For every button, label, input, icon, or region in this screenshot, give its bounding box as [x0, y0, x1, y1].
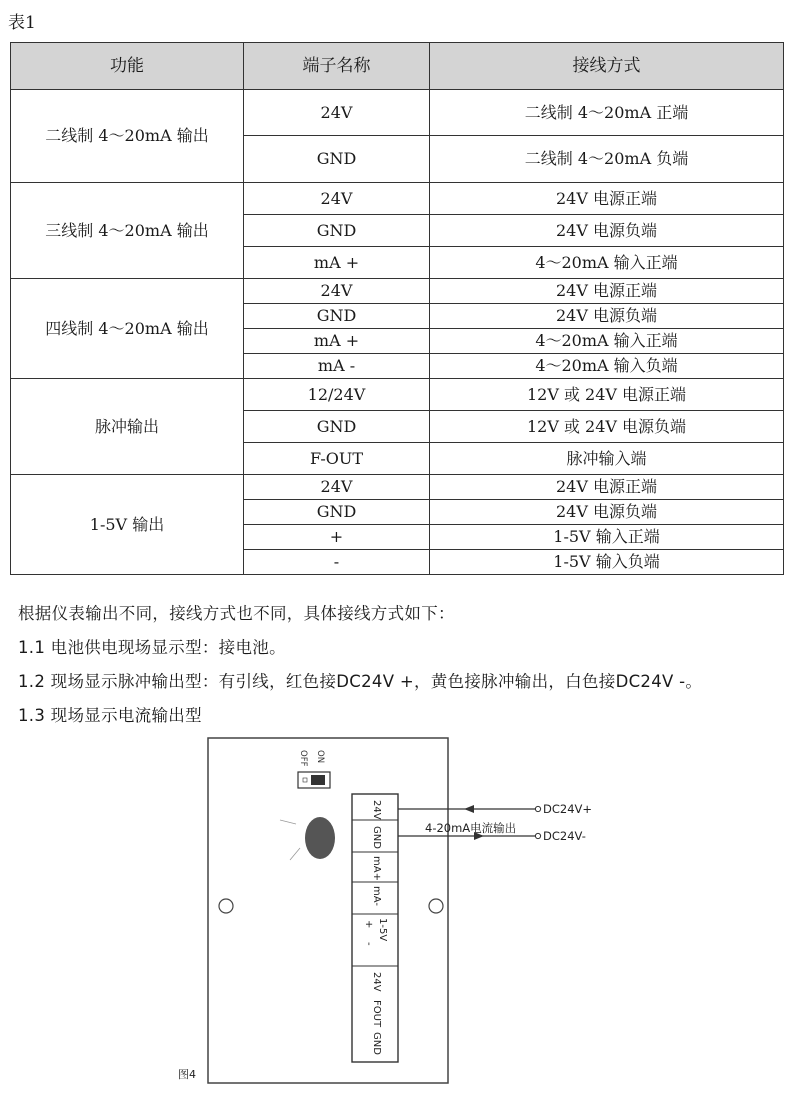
switch-off-label: OFF: [298, 750, 308, 767]
terminal-cell: mA -: [244, 354, 430, 379]
terminal-cell: mA +: [244, 247, 430, 279]
terminal-cell: GND: [244, 411, 430, 443]
table-header-row: [11, 43, 784, 90]
wiring-cell: 24V 电源负端: [430, 215, 784, 247]
wiring-cell: 12V 或 24V 电源正端: [430, 379, 784, 411]
header-function: 功能: [11, 43, 244, 90]
switch-on-label: ON: [315, 750, 325, 764]
wire-dc24v-pos: [398, 805, 541, 813]
terminal-label: -: [363, 942, 374, 946]
terminal-label: GND: [371, 826, 382, 849]
table-caption: 表1: [8, 13, 36, 33]
terminal-cell: GND: [244, 215, 430, 247]
function-cell: 脉冲输出: [11, 379, 244, 475]
terminal-cell: mA +: [244, 329, 430, 354]
terminal-cell: GND: [244, 136, 430, 183]
board-outline: [208, 738, 448, 1083]
wiring-cell: 24V 电源正端: [430, 279, 784, 304]
terminal-label: mA-: [371, 886, 382, 906]
terminal-label: GND: [371, 1032, 382, 1055]
terminal-label: 24V: [371, 800, 382, 820]
terminal-label: 1-5V: [377, 918, 388, 942]
function-cell: 1-5V 输出: [11, 475, 244, 575]
dip-switch: [298, 750, 330, 788]
terminal-cell: GND: [244, 304, 430, 329]
section-1-3: 1.3 现场显示电流输出型: [18, 706, 202, 725]
mounting-hole-left: [219, 899, 233, 913]
wiring-cell: 24V 电源正端: [430, 183, 784, 215]
header-terminal: 端子名称: [244, 43, 430, 90]
terminal-cell: +: [244, 525, 430, 550]
dc24v-neg-label: DC24V-: [543, 829, 586, 843]
wiring-diagram: [0, 720, 800, 1100]
wiring-cell: 24V 电源负端: [430, 500, 784, 525]
terminal-block: [352, 794, 398, 1062]
dc24v-pos-label: DC24V+: [543, 802, 593, 816]
wiring-cell: 脉冲输入端: [430, 443, 784, 475]
wiring-cell: 24V 电源正端: [430, 475, 784, 500]
wiring-cell: 4～20mA 输入负端: [430, 354, 784, 379]
terminal-cell: 12/24V: [244, 379, 430, 411]
terminal-cell: 24V: [244, 475, 430, 500]
header-wiring: 接线方式: [430, 43, 784, 90]
section-1-2: 1.2 现场显示脉冲输出型：有引线，红色接DC24V +，黄色接脉冲输出，白色接DC24V -。: [18, 672, 703, 691]
function-cell: 二线制 4～20mA 输出: [11, 90, 244, 183]
terminal-cell: 24V: [244, 183, 430, 215]
table-row: [11, 475, 784, 500]
intro-paragraph: 根据仪表输出不同，接线方式也不同，具体接线方式如下：: [18, 604, 455, 623]
function-cell: 三线制 4～20mA 输出: [11, 183, 244, 279]
mounting-hole-right: [429, 899, 443, 913]
figure-label: 图4: [178, 1068, 196, 1081]
terminal-cell: F-OUT: [244, 443, 430, 475]
wiring-cell: 12V 或 24V 电源负端: [430, 411, 784, 443]
wiring-cell: 4～20mA 输入正端: [430, 329, 784, 354]
table-row: [11, 379, 784, 411]
terminal-label: FOUT: [371, 1000, 382, 1028]
terminal-label: 24V: [371, 972, 382, 992]
wiring-cell: 24V 电源负端: [430, 304, 784, 329]
component-blob: [305, 817, 335, 859]
wiring-cell: 4～20mA 输入正端: [430, 247, 784, 279]
table-row: [11, 90, 784, 136]
terminal-cell: -: [244, 550, 430, 575]
wiring-table: [10, 42, 784, 575]
terminal-label: mA+: [371, 856, 382, 881]
table-row: [11, 183, 784, 215]
terminal-cell: GND: [244, 500, 430, 525]
table-row: [11, 279, 784, 304]
function-cell: 四线制 4～20mA 输出: [11, 279, 244, 379]
wiring-cell: 二线制 4～20mA 负端: [430, 136, 784, 183]
terminal-cell: 24V: [244, 90, 430, 136]
wiring-cell: 二线制 4～20mA 正端: [430, 90, 784, 136]
terminal-cell: 24V: [244, 279, 430, 304]
terminal-label: +: [363, 920, 374, 929]
current-output-label: 4-20mA电流输出: [425, 821, 517, 835]
section-1-1: 1.1 电池供电现场显示型：接电池。: [18, 638, 286, 657]
wiring-cell: 1-5V 输入负端: [430, 550, 784, 575]
wiring-cell: 1-5V 输入正端: [430, 525, 784, 550]
